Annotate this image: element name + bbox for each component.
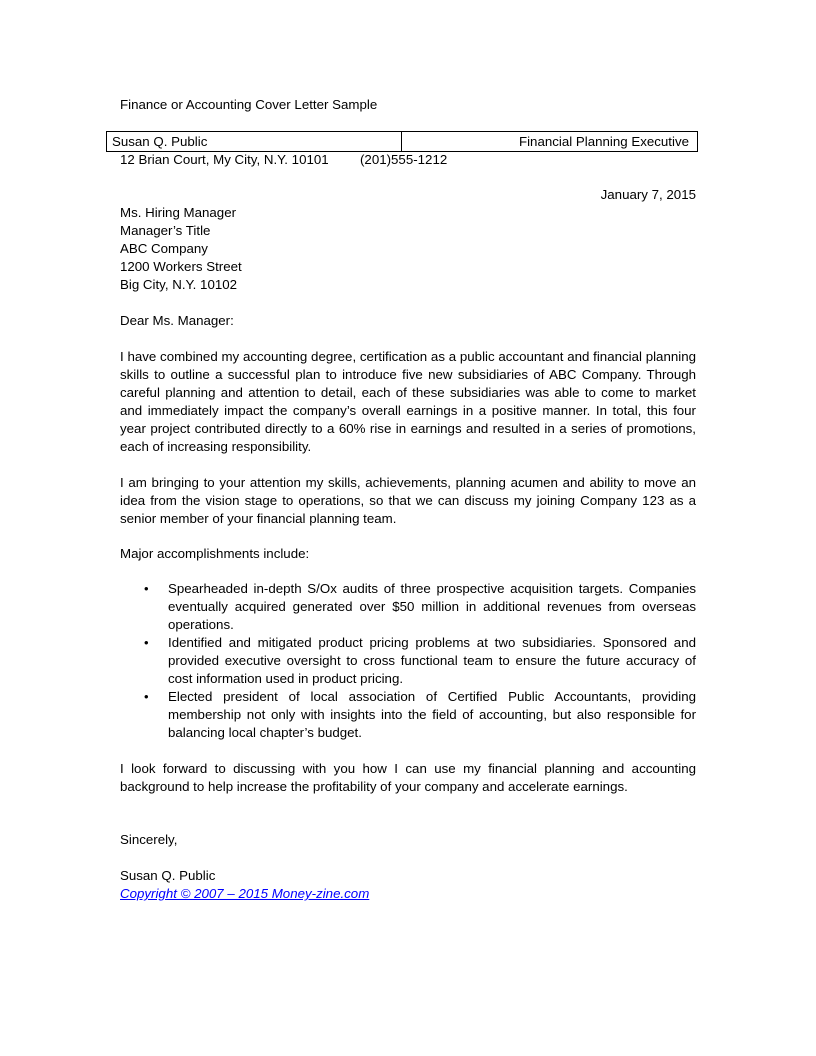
bullet-icon: • [144,635,149,650]
closing: Sincerely, [120,832,178,847]
list-item [120,580,696,634]
list-item [120,688,696,742]
sender-address: 12 Brian Court, My City, N.Y. 10101 [120,152,329,167]
salutation: Dear Ms. Manager: [120,313,234,328]
sender-position: Financial Planning Executive [518,134,689,149]
list-item-text: Elected president of local association of Certified Public Accountants, providing membership not only with insights into the field of accounting, but also responsible for balancing local chapter’s budget. [168,689,696,740]
document-title: Finance or Accounting Cover Letter Sample [120,97,378,112]
recipient-name: Ms. Hiring Manager [120,205,237,220]
sender-phone: (201)555-1212 [360,152,448,167]
signature-name: Susan Q. Public [120,868,216,883]
accomplishments-intro: Major accomplishments include: [120,546,310,561]
sender-contact [120,151,448,169]
sender-name: Susan Q. Public [107,132,402,151]
recipient-company: ABC Company [120,241,208,256]
letterhead-box [106,131,698,152]
body-paragraph-3: I look forward to discussing with you how I can use my financial planning and accounting background to help increase the profitability of your company and accelerate earnings. [120,761,696,794]
list-item [120,634,696,688]
accomplishments-list [120,580,696,742]
body-paragraph-2: I am bringing to your attention my skills, achievements, planning acumen and ability to move an idea from the vision stage to operations, so that we can discuss my joining Company 123 as a senior member of your financial planning team. [120,475,696,526]
recipient-block [120,204,242,294]
bullet-icon: • [144,581,149,596]
recipient-city: Big City, N.Y. 10102 [120,277,238,292]
copyright-link[interactable]: Copyright © 2007 – 2015 Money-zine.com [120,886,370,901]
bullet-icon: • [144,689,149,704]
letter-date: January 7, 2015 [600,187,696,202]
list-item-text: Identified and mitigated product pricing problems at two subsidiaries. Sponsored and provided executive oversight to cross functional team to ensure the future accuracy of cost information used in product pricing. [168,635,696,686]
list-item-text: Spearheaded in-depth S/Ox audits of three prospective acquisition targets. Companies eventually acquired generated over $50 million in additional revenues from overseas operations. [168,581,696,632]
recipient-title: Manager’s Title [120,223,211,238]
body-paragraph-1: I have combined my accounting degree, certification as a public accountant and financial planning skills to outline a successful plan to introduce five new subsidiaries of ABC Company. Through careful planning and attention to detail, each of these subsidiaries was able to come to market and immediately impact the company’s overall earnings in a positive manner. In total, this four year project contributed directly to a 60% rise in earnings and resulted in a series of promotions, each of increasing responsibility. [120,349,696,454]
recipient-street: 1200 Workers Street [120,259,242,274]
